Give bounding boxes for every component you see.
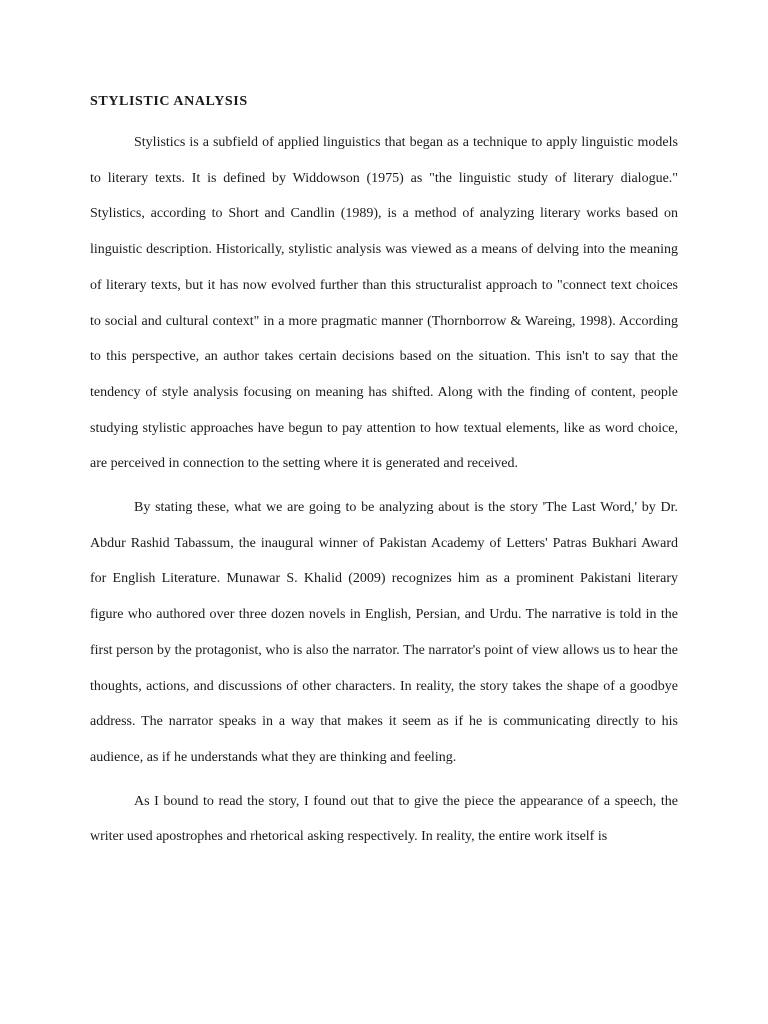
paragraph-1: Stylistics is a subfield of applied linguistics that began as a technique to apply linguistic models to literary texts. It is defined by Widdowson (1975) as "the linguistic study of literary dialogue." Stylistics, according to Short and Candlin (1989), is a method of analyzing literary works based on linguistic description. Historically, stylistic analysis was viewed as a means of delving into the meaning of literary texts, but it has now evolved further than this structuralist approach to "connect text choices to social and cultural context" in a more pragmatic manner (Thornborrow & Wareing, 1998). According to this perspective, an author takes certain decisions based on the situation. This isn't to say that the tendency of style analysis focusing on meaning has shifted. Along with the finding of content, people studying stylistic approaches have begun to pay attention to how textual elements, like as word choice, are perceived in connection to the setting where it is generated and received. [90,135,678,472]
document-body [90,86,678,863]
paragraph-3: As I bound to read the story, I found out that to give the piece the appearance of a speech, the writer used apostrophes and rhetorical asking respectively. In reality, the entire work itself is [90,793,678,845]
paragraph-2: By stating these, what we are going to be analyzing about is the story 'The Last Word,' by Dr. Abdur Rashid Tabassum, the inaugural winner of Pakistan Academy of Letters' Patras Bukhari Award for English Literature. Munawar S. Khalid (2009) recognizes him as a prominent Pakistani literary figure who authored over three dozen novels in English, Persian, and Urdu. The narrative is told in the first person by the protagonist, who is also the narrator. The narrator's point of view allows us to hear the thoughts, actions, and discussions of other characters. In reality, the story takes the shape of a goodbye address. The narrator speaks in a way that makes it seem as if he is communicating directly to his audience, as if he understands what they are thinking and feeling. [90,500,678,765]
document-heading: STYLISTIC ANALYSIS [90,94,248,109]
